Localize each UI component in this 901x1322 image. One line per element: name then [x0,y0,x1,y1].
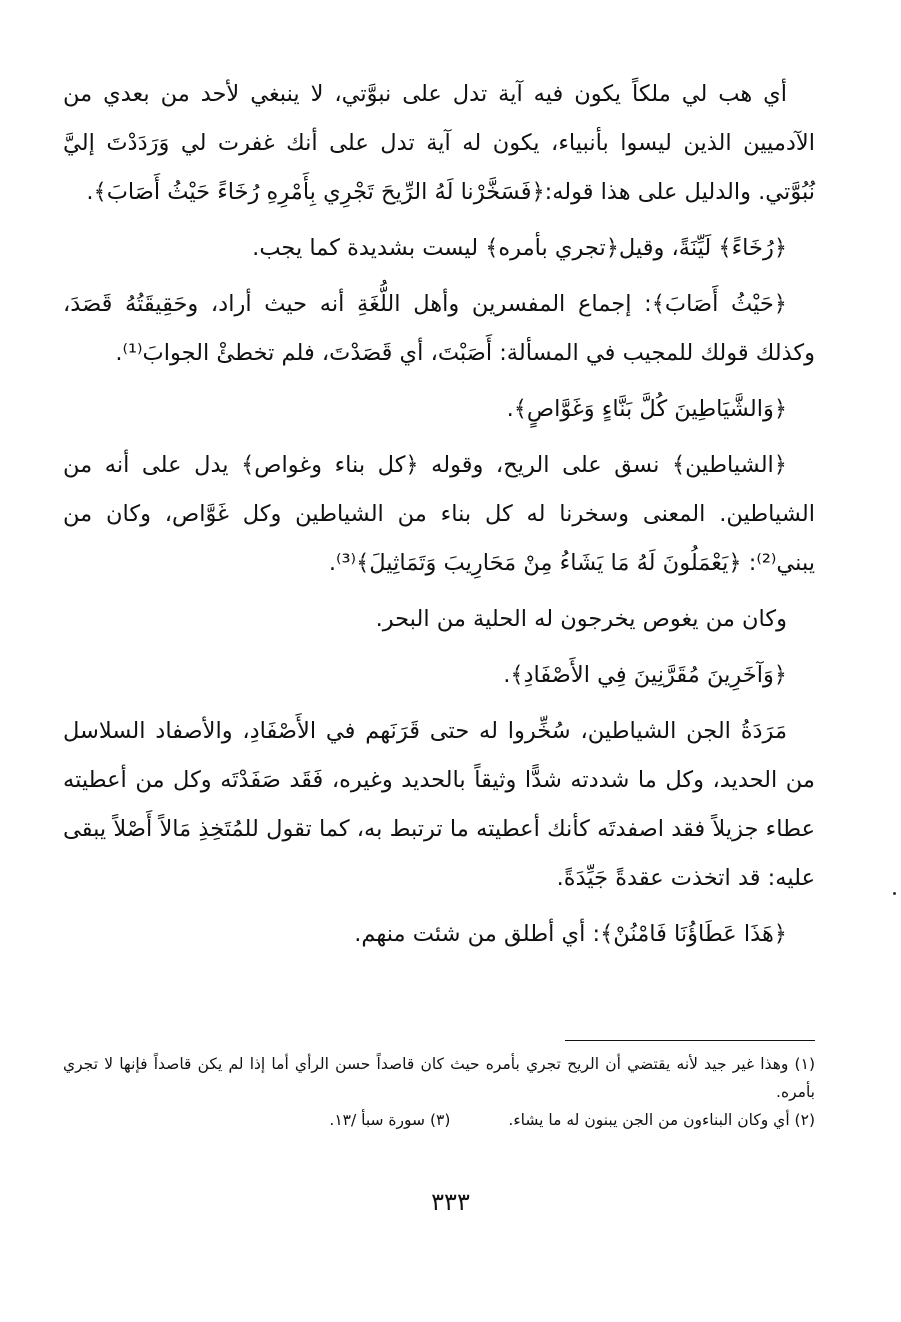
paragraph-7: ﴿وَآخَرِينَ مُقَرَّنِينَ فِي الأَصْفَادِ﴾. [503,662,787,688]
paragraph-1: أي هب لي ملكاً يكون فيه آية تدل على نبوَّتي، لا ينبغي لأحد من بعدي من الآدميين الذين ليسوا بأنبياء، يكون له آية تدل على أنك غفرت لي وَرَدَدْتَ إليَّ نُبُوَّتي. والدليل على هذا قوله:﴿فَسَخَّرْنا لَهُ الرِّيحَ تَجْرِي بِأَمْرِهِ رُخَاءً حَيْثُ أَصَابَ﴾. [63,81,815,205]
scan-speck [893,892,896,895]
page-body [63,70,815,959]
footnote-3: (٣) سورة سبأ /١٣. [329,1111,451,1129]
footnote-2: (٢) أي وكان البناءون من الجن يبنون له ما يشاء. [508,1111,815,1129]
footnotes [63,1050,815,1134]
paragraph-3: ﴿حَيْثُ أَصَابَ﴾: إجماع المفسرين وأهل اللُّغَةِ أنه حيث أراد، وحَقِيقَتُهُ قَصَدَ، وكذلك قولك للمجيب في المسألة: أَصَبْتَ، أي قَصَدْتَ، فلم تخطئْ الجوابَ⁽¹⁾. [63,291,815,366]
paragraph-4: ﴿وَالشَّيَاطِينَ كُلَّ بَنَّاءٍ وَغَوَّاصٍ﴾. [506,396,787,422]
footnote-divider [565,1040,815,1041]
footnote-1: (١) وهذا غير جيد لأنه يقتضي أن الريح تجري بأمره حيث كان قاصداً حسن الرأي أما إذا لم يكن قاصداً فإنها لا تجري بأمره. [63,1055,815,1101]
paragraph-2: ﴿رُخَاءً﴾ لَيِّنَةً، وقيل﴿تجري بأمره﴾ ليست بشديدة كما يجب. [252,235,787,261]
paragraph-5: ﴿الشياطين﴾ نسق على الريح، وقوله ﴿كل بناء وغواص﴾ يدل على أنه من الشياطين. المعنى وسخرنا له كل بناء من الشياطين وكل غَوَّاص، وكان من يبني⁽²⁾: ﴿يَعْمَلُونَ لَهُ مَا يَشَاءُ مِنْ مَحَارِيبَ وَتَمَاثِيلَ﴾⁽³⁾. [63,452,815,576]
paragraph-8: مَرَدَةُ الجن الشياطين، سُخِّروا له حتى قَرَنَهم في الأَصْفَادِ، والأصفاد السلاسل من الحديد، وكل ما شددته شدًّا وثيقاً بالحديد وغيره، فَقَد صَفَدْتَه وكل من أعطيته عطاء جزيلاً فقد اصفدتَه كأنك أعطيته ما ترتبط به، كما تقول للمُتَخِذِ مَالاً أَصْلاً يبقى عليه: قد اتخذت عقدةً جَيِّدَةً. [63,718,815,891]
paragraph-6: وكان من يغوص يخرجون له الحلية من البحر. [375,606,787,632]
page-number: ٣٣٣ [431,1188,470,1216]
paragraph-9: ﴿هَذَا عَطَاؤُنَا فَامْنُنْ﴾: أي أطلق من شئت منهم. [354,921,787,947]
footnote-row [63,1106,815,1134]
